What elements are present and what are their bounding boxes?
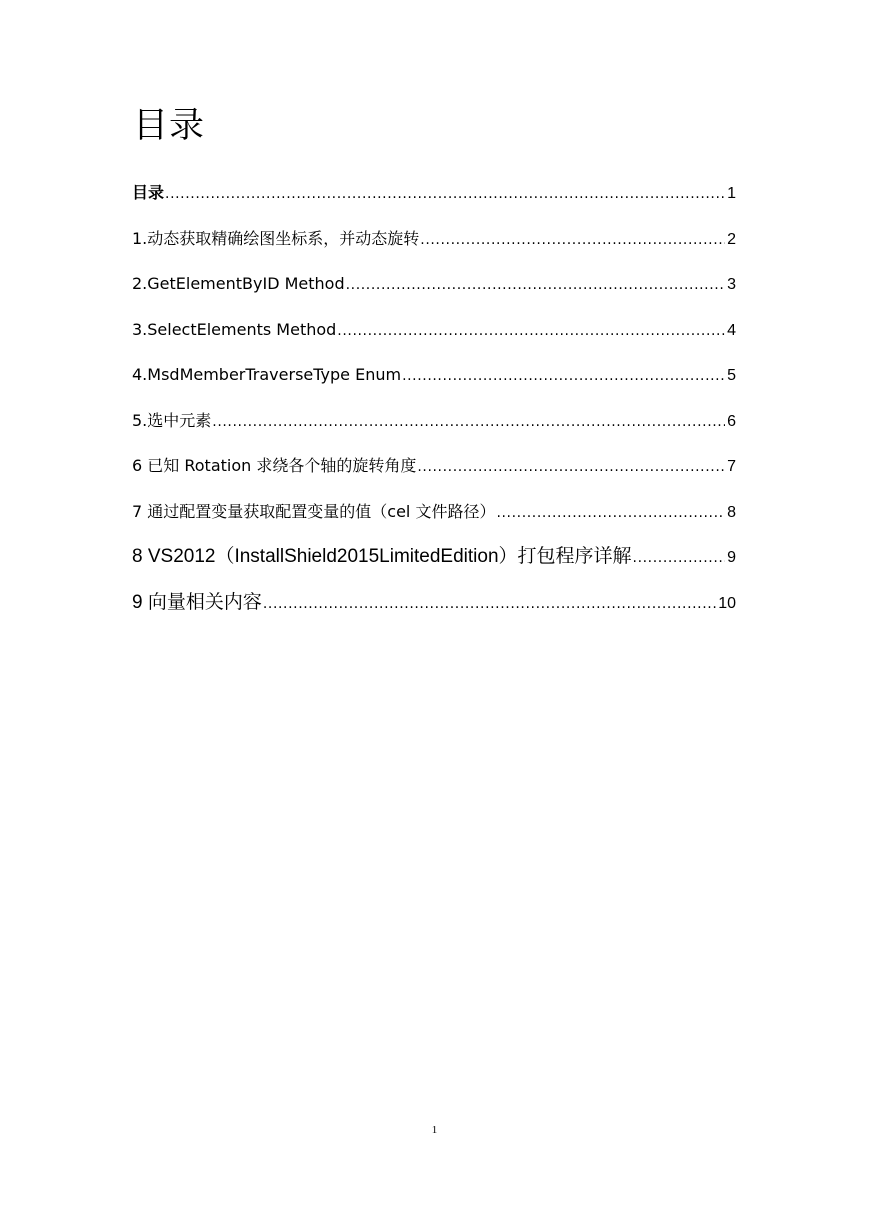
toc-page-number: 10 (718, 594, 736, 612)
toc-entry-label: 目录 (132, 183, 165, 202)
toc-dot-leader (496, 494, 725, 532)
toc-entry-4[interactable] (132, 356, 736, 402)
toc-entry-5[interactable] (132, 402, 736, 448)
toc-entry-label: 3.SelectElements Method (132, 319, 337, 339)
toc-dot-leader (212, 403, 725, 441)
toc-page-number: 9 (727, 549, 736, 566)
toc-dot-leader (337, 312, 725, 350)
toc-page-number: 6 (727, 412, 736, 430)
toc-entry-9[interactable] (132, 584, 736, 630)
toc-entry-label: 1.动态获取精确绘图坐标系，并动态旋转 (132, 228, 420, 248)
toc-entry-label: 5.选中元素 (132, 410, 212, 430)
toc-entry-3[interactable] (132, 311, 736, 357)
toc-dot-leader (165, 175, 725, 213)
page-title: 目录 (133, 106, 206, 146)
toc-entry-8[interactable] (132, 538, 736, 584)
toc-page-number: 5 (727, 367, 736, 384)
toc-entry-label: 8 VS2012（InstallShield2015LimitedEdition）打包程序详解 (132, 546, 632, 567)
toc-entry-6[interactable] (132, 447, 736, 493)
toc-entry-label: 4.MsdMemberTraverseType Enum (132, 365, 402, 384)
toc-entry-contents[interactable] (132, 174, 736, 220)
toc-page-number: 4 (727, 321, 736, 339)
toc-entry-7[interactable] (132, 493, 736, 539)
footer-page-number: 1 (431, 1124, 438, 1136)
toc-dot-leader (263, 585, 716, 623)
toc-dot-leader (417, 448, 725, 486)
toc-page-number: 8 (727, 503, 736, 521)
toc-entry-2[interactable] (132, 265, 736, 311)
toc-page-number: 7 (727, 458, 736, 475)
toc-page-number: 1 (727, 185, 736, 202)
table-of-contents (132, 174, 736, 629)
toc-page-number: 2 (727, 230, 736, 248)
toc-entry-1[interactable] (132, 220, 736, 266)
toc-dot-leader (402, 357, 725, 395)
toc-page-number: 3 (727, 276, 736, 293)
toc-dot-leader (633, 539, 726, 577)
toc-dot-leader (420, 221, 725, 259)
toc-entry-label: 6 已知 Rotation 求绕各个轴的旋转角度 (132, 456, 417, 475)
toc-entry-label: 7 通过配置变量获取配置变量的值（cel 文件路径） (132, 501, 496, 521)
toc-entry-label: 9 向量相关内容 (132, 591, 262, 613)
toc-entry-label: 2.GetElementByID Method (132, 274, 345, 293)
toc-dot-leader (346, 266, 725, 304)
